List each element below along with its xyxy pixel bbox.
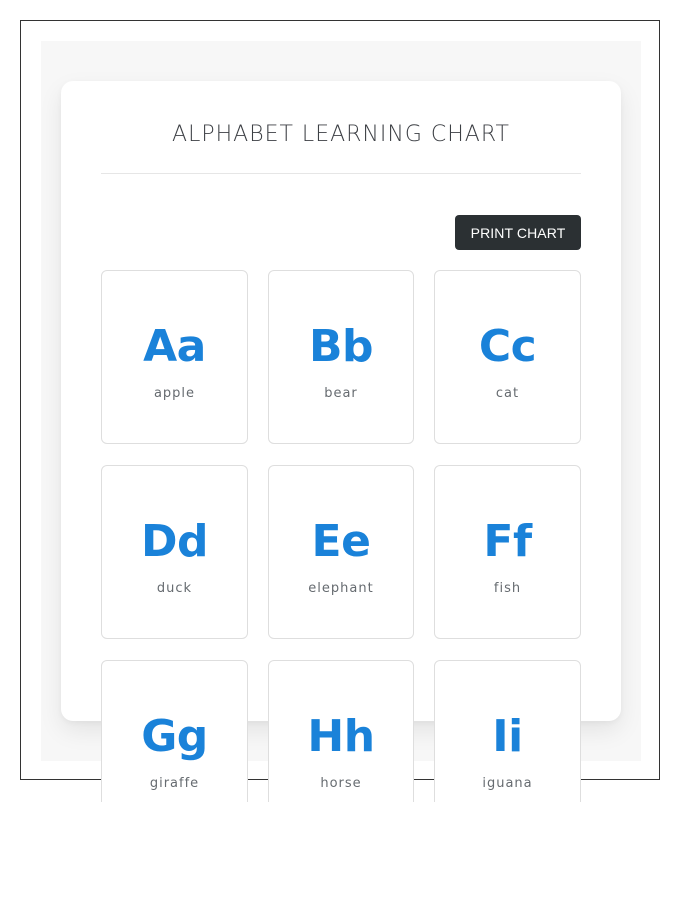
letter-word: fish bbox=[493, 581, 522, 596]
letter-card-e[interactable] bbox=[268, 465, 414, 639]
letter-glyph: Hh bbox=[307, 711, 375, 762]
letter-glyph: Gg bbox=[141, 711, 208, 762]
print-chart-button[interactable]: PRINT CHART bbox=[455, 215, 581, 250]
letter-glyph: Ii bbox=[492, 711, 523, 762]
letter-card-f[interactable] bbox=[434, 465, 581, 639]
title-divider bbox=[101, 173, 581, 174]
letter-word: cat bbox=[495, 386, 520, 401]
letter-word: horse bbox=[320, 776, 362, 791]
letter-glyph: Ee bbox=[311, 516, 371, 567]
letter-word: duck bbox=[156, 581, 193, 596]
letter-word: apple bbox=[153, 386, 196, 401]
letter-word: bear bbox=[324, 386, 358, 401]
letter-card-i[interactable] bbox=[434, 660, 581, 802]
page-title: ALPHABET LEARNING CHART bbox=[172, 122, 510, 147]
letter-card-d[interactable] bbox=[101, 465, 248, 639]
letter-glyph: Cc bbox=[478, 321, 537, 372]
letter-card-h[interactable] bbox=[268, 660, 414, 802]
letter-grid-viewport bbox=[95, 265, 590, 802]
letter-glyph: Bb bbox=[308, 321, 374, 372]
letter-card-b[interactable] bbox=[268, 270, 414, 444]
letter-word: giraffe bbox=[149, 776, 200, 791]
letter-grid bbox=[101, 270, 581, 802]
letter-card-g[interactable] bbox=[101, 660, 248, 802]
letter-word: elephant bbox=[308, 581, 374, 596]
letter-word: iguana bbox=[482, 776, 533, 791]
letter-glyph: Ff bbox=[483, 516, 532, 567]
letter-card-a[interactable] bbox=[101, 270, 248, 444]
letter-card-c[interactable] bbox=[434, 270, 581, 444]
letter-glyph: Dd bbox=[140, 516, 209, 567]
letter-glyph: Aa bbox=[143, 321, 206, 372]
